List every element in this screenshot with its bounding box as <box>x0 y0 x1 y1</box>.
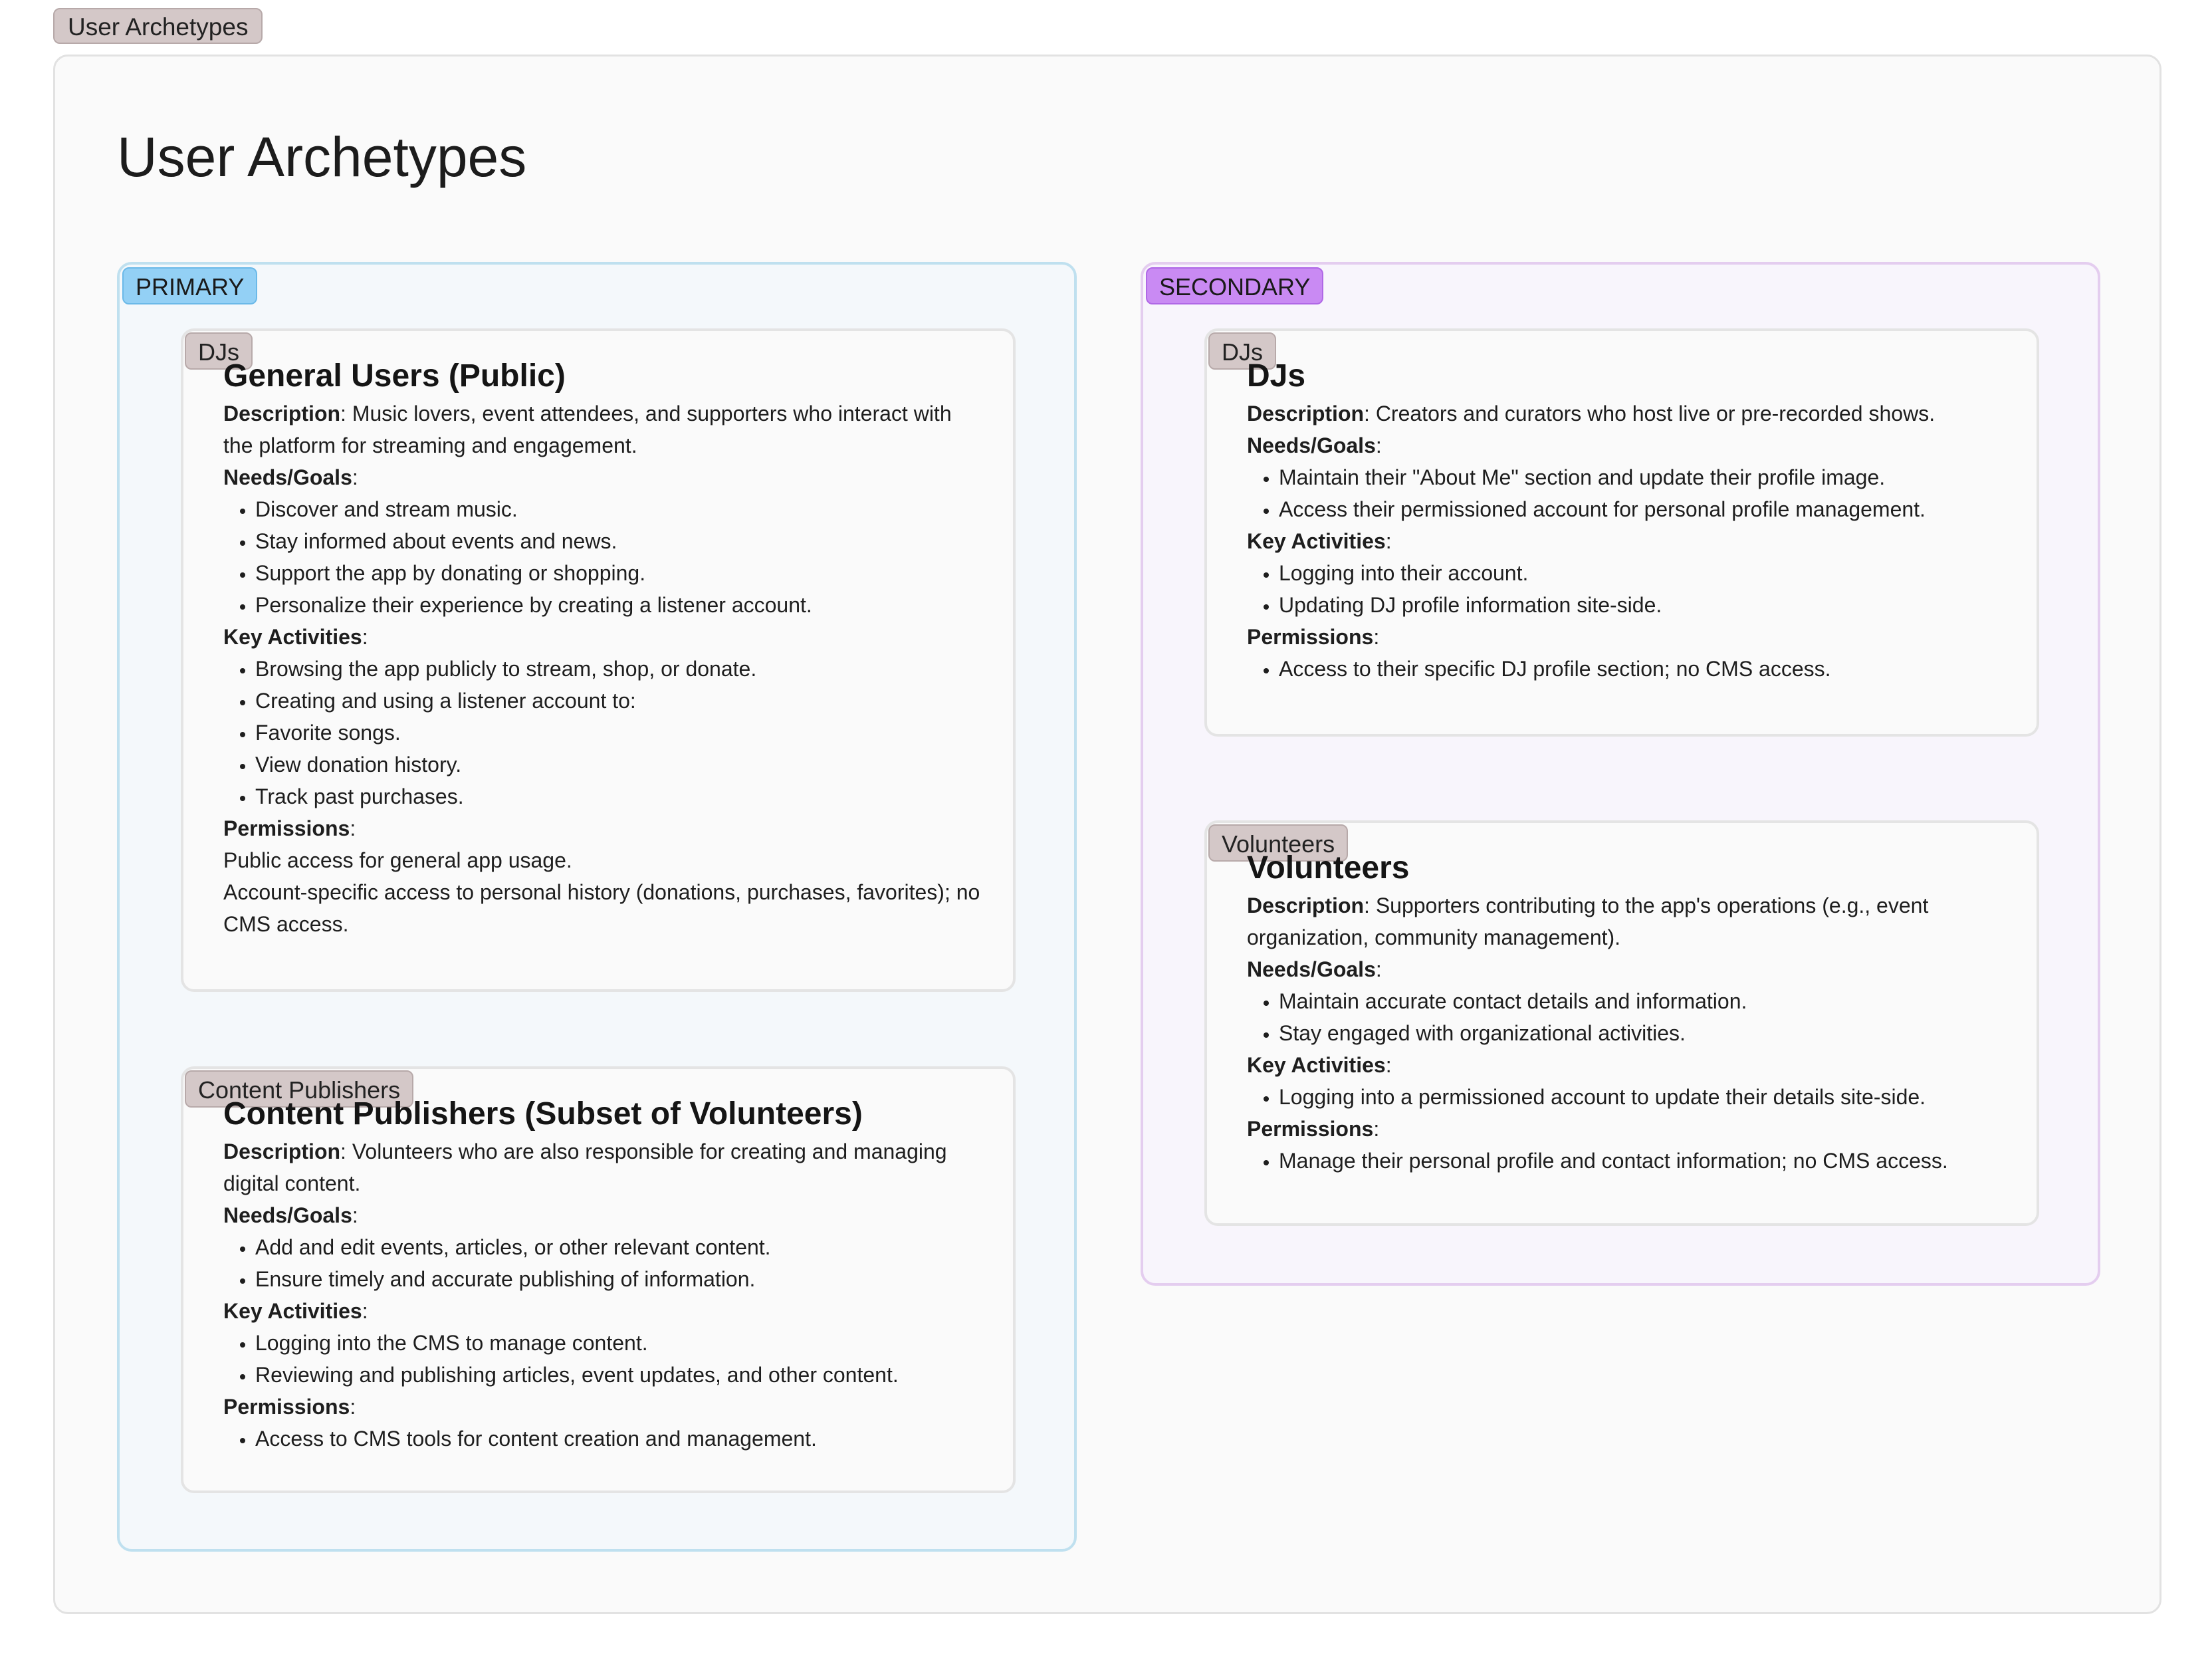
list-item: • Access their permissioned account for personal profile management. <box>1279 493 2010 525</box>
primary-section-tag[interactable]: PRIMARY <box>122 267 257 304</box>
description-label: Description <box>223 402 341 425</box>
primary-section <box>117 262 1077 1552</box>
needs-label: Needs/Goals <box>223 1203 352 1227</box>
card-tag[interactable]: Content Publishers <box>185 1070 413 1108</box>
permissions-text: Account-specific access to personal history (donations, purchases, favorites); no CMS access. <box>223 880 980 936</box>
needs-label: Needs/Goals <box>223 465 352 489</box>
list-item: • Manage their personal profile and contact information; no CMS access. <box>1279 1145 2010 1177</box>
description-label: Description <box>223 1139 341 1163</box>
permissions-label: Permissions <box>1247 625 1374 649</box>
permissions-heading: Permissions: <box>1247 625 1380 649</box>
needs-label: Needs/Goals <box>1247 957 1376 981</box>
description-text: : Music lovers, event attendees, and supporters who interact with the platform for streaming and engagement. <box>223 402 952 457</box>
list-item: • Add and edit events, articles, or other relevant content. <box>255 1231 986 1263</box>
permissions-list <box>223 1423 986 1455</box>
permissions-label: Permissions <box>223 816 350 840</box>
list-item: • Updating DJ profile information site-side. <box>1279 589 2010 621</box>
list-item: • Logging into the CMS to manage content. <box>255 1327 986 1359</box>
card-tag[interactable]: Volunteers <box>1208 824 1348 862</box>
list-item: • Discover and stream music. <box>255 493 986 525</box>
list-item: • View donation history. <box>255 749 986 780</box>
description <box>223 398 986 461</box>
description <box>1247 890 2010 953</box>
needs-heading: Needs/Goals: <box>223 465 358 489</box>
needs-list <box>223 493 986 621</box>
secondary-section-tag[interactable]: SECONDARY <box>1146 267 1323 304</box>
permissions-heading: Permissions: <box>223 816 356 840</box>
description-text: : Volunteers who are also responsible for creating and managing digital content. <box>223 1139 947 1195</box>
permissions-label: Permissions <box>1247 1117 1374 1141</box>
description-text: : Supporters contributing to the app's operations (e.g., event organization, community management). <box>1247 893 1929 949</box>
needs-list <box>1247 985 2010 1049</box>
needs-list <box>223 1231 986 1295</box>
list-item: • Access to their specific DJ profile section; no CMS access. <box>1279 653 2010 685</box>
description-label: Description <box>1247 893 1365 917</box>
card-body <box>223 1096 986 1455</box>
list-item: • Favorite songs. <box>255 717 986 749</box>
needs-heading: Needs/Goals: <box>223 1203 358 1227</box>
permissions-text: Public access for general app usage. <box>223 848 572 872</box>
list-item: • Reviewing and publishing articles, event updates, and other content. <box>255 1359 986 1391</box>
needs-list <box>1247 461 2010 525</box>
activities-list <box>1247 557 2010 621</box>
description-text: : Creators and curators who host live or pre-recorded shows. <box>1364 402 1936 425</box>
secondary-section <box>1141 262 2100 1286</box>
activities-list <box>223 1327 986 1391</box>
list-item: • Stay informed about events and news. <box>255 525 986 557</box>
list-item: • Creating and using a listener account to: <box>255 685 986 717</box>
permissions-list <box>1247 653 2010 685</box>
card-djs <box>1204 328 2039 737</box>
list-item: • Stay engaged with organizational activities. <box>1279 1017 2010 1049</box>
permissions-heading: Permissions: <box>223 1395 356 1419</box>
activities-heading: Key Activities: <box>223 1299 368 1323</box>
card-body <box>1247 850 2010 1177</box>
card-title: Volunteers <box>1247 850 1410 886</box>
needs-label: Needs/Goals <box>1247 433 1376 457</box>
card-body <box>223 358 986 940</box>
list-item: • Support the app by donating or shopping. <box>255 557 986 589</box>
card-title: Content Publishers (Subset of Volunteers) <box>223 1096 863 1131</box>
list-item: • Logging into a permissioned account to update their details site-side. <box>1279 1081 2010 1113</box>
card-general-users <box>181 328 1016 992</box>
page-title: User Archetypes <box>117 126 527 188</box>
list-item: • Logging into their account. <box>1279 557 2010 589</box>
permissions-list <box>1247 1145 2010 1177</box>
card-body <box>1247 358 2010 685</box>
list-item: • Browsing the app publicly to stream, shop, or donate. <box>255 653 986 685</box>
permissions-label: Permissions <box>223 1395 350 1419</box>
activities-list <box>223 653 986 812</box>
list-item: • Maintain their "About Me" section and update their profile image. <box>1279 461 2010 493</box>
card-title: General Users (Public) <box>223 358 566 394</box>
card-volunteers <box>1204 820 2039 1226</box>
activities-heading: Key Activities: <box>223 625 368 649</box>
needs-heading: Needs/Goals: <box>1247 957 1382 981</box>
activities-heading: Key Activities: <box>1247 1053 1392 1077</box>
frame-tab[interactable]: User Archetypes <box>53 8 263 44</box>
description-label: Description <box>1247 402 1365 425</box>
list-item: • Personalize their experience by creating a listener account. <box>255 589 986 621</box>
activities-heading: Key Activities: <box>1247 529 1392 553</box>
list-item: • Ensure timely and accurate publishing of information. <box>255 1263 986 1295</box>
description <box>1247 398 2010 429</box>
list-item: • Maintain accurate contact details and information. <box>1279 985 2010 1017</box>
activities-label: Key Activities <box>223 1299 362 1323</box>
activities-label: Key Activities <box>1247 529 1386 553</box>
needs-heading: Needs/Goals: <box>1247 433 1382 457</box>
permissions-heading: Permissions: <box>1247 1117 1380 1141</box>
list-item: • Track past purchases. <box>255 780 986 812</box>
card-tag[interactable]: DJs <box>185 332 253 370</box>
activities-list <box>1247 1081 2010 1113</box>
activities-label: Key Activities <box>1247 1053 1386 1077</box>
activities-label: Key Activities <box>223 625 362 649</box>
description <box>223 1135 986 1199</box>
card-title: DJs <box>1247 358 1306 394</box>
list-item: • Access to CMS tools for content creation and management. <box>255 1423 986 1455</box>
card-tag[interactable]: DJs <box>1208 332 1276 370</box>
card-content-publishers <box>181 1066 1016 1493</box>
